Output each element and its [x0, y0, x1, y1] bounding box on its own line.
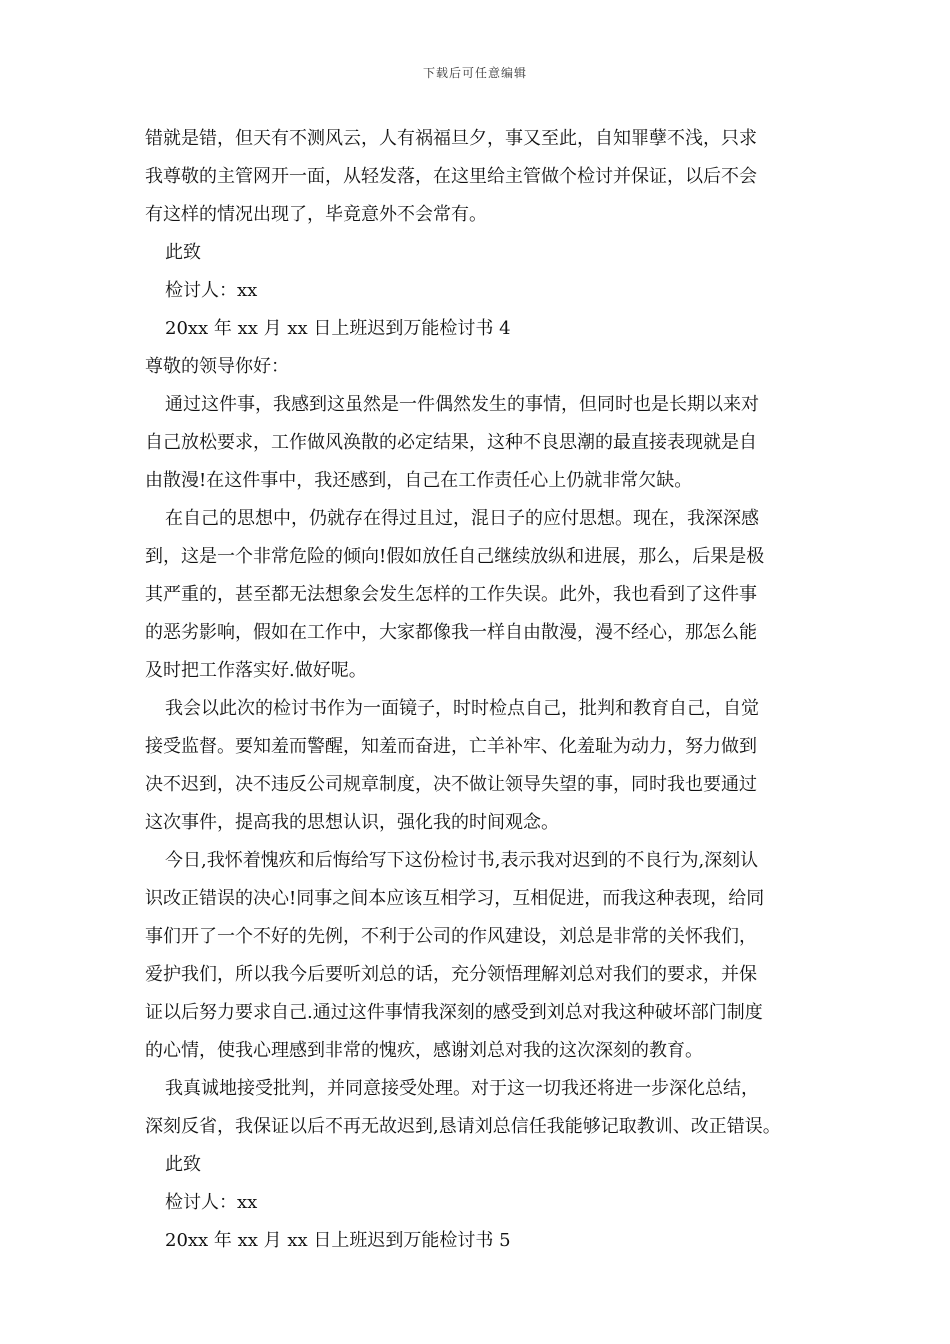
text-line: 由散漫!在这件事中，我还感到，自己在工作责任心上仍就非常欠缺。	[145, 470, 693, 491]
text-line: 检讨人：xx	[165, 1192, 258, 1213]
text-line: 及时把工作落实好.做好呢。	[145, 660, 367, 681]
text-line: 我尊敬的主管网开一面，从轻发落，在这里给主管做个检讨并保证，以后不会	[145, 166, 757, 187]
text-line: 识改正错误的决心!同事之间本应该互相学习，互相促进，而我这种表现，给同	[145, 888, 765, 909]
text-line: 的心情，使我心理感到非常的愧疚，感谢刘总对我的这次深刻的教育。	[145, 1040, 703, 1061]
text-line: 20xx 年 xx 月 xx 日上班迟到万能检讨书 5	[165, 1230, 511, 1251]
text-line: 我会以此次的检讨书作为一面镜子，时时检点自己，批判和教育自己，自觉	[165, 698, 759, 719]
text-line: 此致	[165, 1154, 201, 1175]
text-line: 的恶劣影响，假如在工作中，大家都像我一样自由散漫，漫不经心，那怎么能	[145, 622, 757, 643]
text-line: 到，这是一个非常危险的倾向!假如放任自己继续放纵和进展，那么，后果是极	[145, 546, 765, 567]
text-line: 其严重的，甚至都无法想象会发生怎样的工作失误。此外，我也看到了这件事	[145, 584, 757, 605]
page-header-note: 下载后可任意编辑	[422, 66, 527, 80]
text-line: 检讨人：xx	[165, 280, 258, 301]
text-line: 此致	[165, 242, 201, 263]
text-line: 深刻反省，我保证以后不再无故迟到,恳请刘总信任我能够记取教训、改正错误。	[145, 1116, 781, 1137]
text-line: 20xx 年 xx 月 xx 日上班迟到万能检讨书 4	[165, 318, 511, 339]
text-line: 这次事件，提高我的思想认识，强化我的时间观念。	[145, 812, 559, 833]
text-line: 决不迟到，决不违反公司规章制度，决不做让领导失望的事，同时我也要通过	[145, 774, 757, 795]
text-line: 我真诚地接受批判，并同意接受处理。对于这一切我还将进一步深化总结，	[165, 1078, 759, 1099]
text-line: 在自己的思想中，仍就存在得过且过，混日子的应付思想。现在，我深深感	[165, 508, 759, 529]
text-line: 尊敬的领导你好：	[145, 356, 289, 377]
text-line: 通过这件事，我感到这虽然是一件偶然发生的事情，但同时也是长期以来对	[165, 394, 759, 415]
text-line: 错就是错，但天有不测风云，人有祸福旦夕，事又至此，自知罪孽不浅，只求	[145, 128, 757, 149]
text-line: 爱护我们，所以我今后要听刘总的话，充分领悟理解刘总对我们的要求，并保	[145, 964, 757, 985]
text-line: 自己放松要求，工作做风涣散的必定结果，这种不良思潮的最直接表现就是自	[145, 432, 757, 453]
text-line: 有这样的情况出现了，毕竟意外不会常有。	[145, 204, 487, 225]
document-body	[145, 120, 813, 1260]
text-line: 事们开了一个不好的先例，不利于公司的作风建设，刘总是非常的关怀我们，	[145, 926, 757, 947]
text-line: 今日,我怀着愧疚和后悔给写下这份检讨书,表示我对迟到的不良行为,深刻认	[165, 850, 759, 871]
text-line: 接受监督。要知羞而警醒，知羞而奋进，亡羊补牢、化羞耻为动力，努力做到	[145, 736, 757, 757]
text-line: 证以后努力要求自己.通过这件事情我深刻的感受到刘总对我这种破坏部门制度	[145, 1002, 763, 1023]
